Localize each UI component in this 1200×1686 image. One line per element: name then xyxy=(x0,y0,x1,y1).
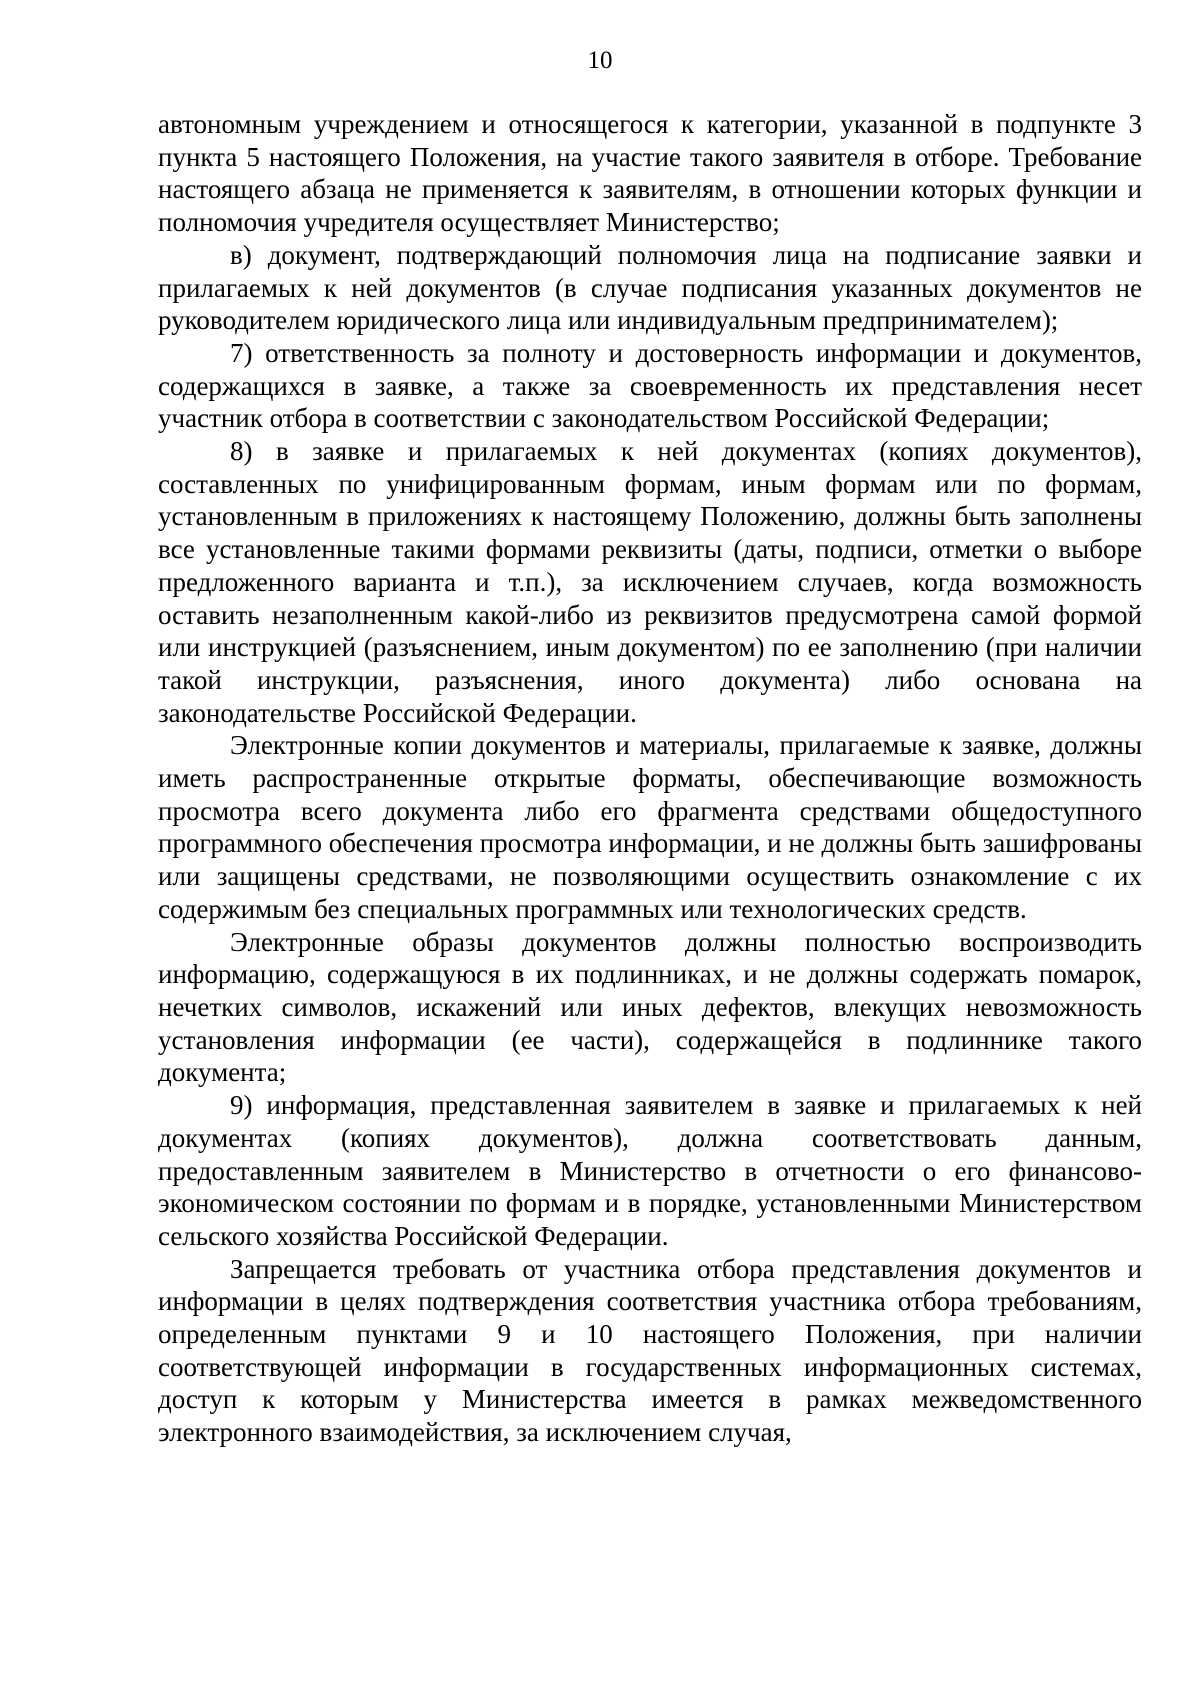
paragraph-electronic-copies: Электронные копии документов и материалы, прилагаемые к заявке, должны иметь распространенные открытые форматы, обеспечивающие возможность просмотра всего документа либо его фрагмента средствами общедоступного программного обеспечения просмотра информации, и не должны быть зашифрованы или защищены средствами, не позволяющими осуществить ознакомление с их содержимым без специальных программных или технологических средств. xyxy=(158,730,1142,924)
paragraph-item-9: 9) информация, представленная заявителем в заявке и прилагаемых к ней документах (копиях документов), должна соответствовать данным, предоставленным заявителем в Министерство в отчетности о его финансово-экономическом состоянии по формам и в порядке, установленными Министерством сельского хозяйства Российской Федерации. xyxy=(158,1090,1142,1251)
paragraph-prohibition: Запрещается требовать от участника отбора представления документов и информации в целях подтверждения соответствия участника отбора требованиям, определенным пунктами 9 и 10 настоящего Положения, при наличии соответствующей информации в государственных информационных системах, доступ к которым у Министерства имеется в рамках межведомственного электронного взаимодействия, за исключением случая, xyxy=(158,1253,1142,1448)
paragraph-item-7: 7) ответственность за полноту и достоверность информации и документов, содержащихся в заявке, а также за своевременность их представления несет участник отбора в соответствии с законодательством Российской Федерации; xyxy=(158,337,1142,434)
paragraph-electronic-images: Электронные образы документов должны полностью воспроизводить информацию, содержащуюся в их подлинниках, и не должны содержать помарок, нечетких символов, искажений или иных дефектов, влекущих невозможность установления информации (ее части), содержащейся в подлиннике такого документа; xyxy=(158,926,1142,1088)
paragraph-item-8: 8) в заявке и прилагаемых к ней документах (копиях документов), составленных по унифицированным формам, иным формам или по формам, установленным в приложениях к настоящему Положению, должны быть заполнены все установленные такими формами реквизиты (даты, подписи, отметки о выборе предложенного варианта и т.п.), за исключением случаев, когда возможность оставить незаполненным какой-либо из реквизитов предусмотрена самой формой или инструкцией (разъяснением, иным документом) по ее заполнению (при наличии такой инструкции, разъяснения, иного документа) либо основана на законодательстве Российской Федерации. xyxy=(158,436,1142,728)
document-body xyxy=(158,108,1142,1449)
paragraph-item-v: в) документ, подтверждающий полномочия лица на подписание заявки и прилагаемых к ней документов (в случае подписания указанных документов не руководителем юридического лица или индивидуальным предпринимателем); xyxy=(158,239,1142,336)
paragraph-continuation: автономным учреждением и относящегося к категории, указанной в подпункте 3 пункта 5 настоящего Положения, на участие такого заявителя в отборе. Требование настоящего абзаца не применяется к заявителям, в отношении которых функции и полномочия учредителя осуществляет Министерство; xyxy=(158,109,1142,238)
page-number: 10 xyxy=(587,47,613,74)
